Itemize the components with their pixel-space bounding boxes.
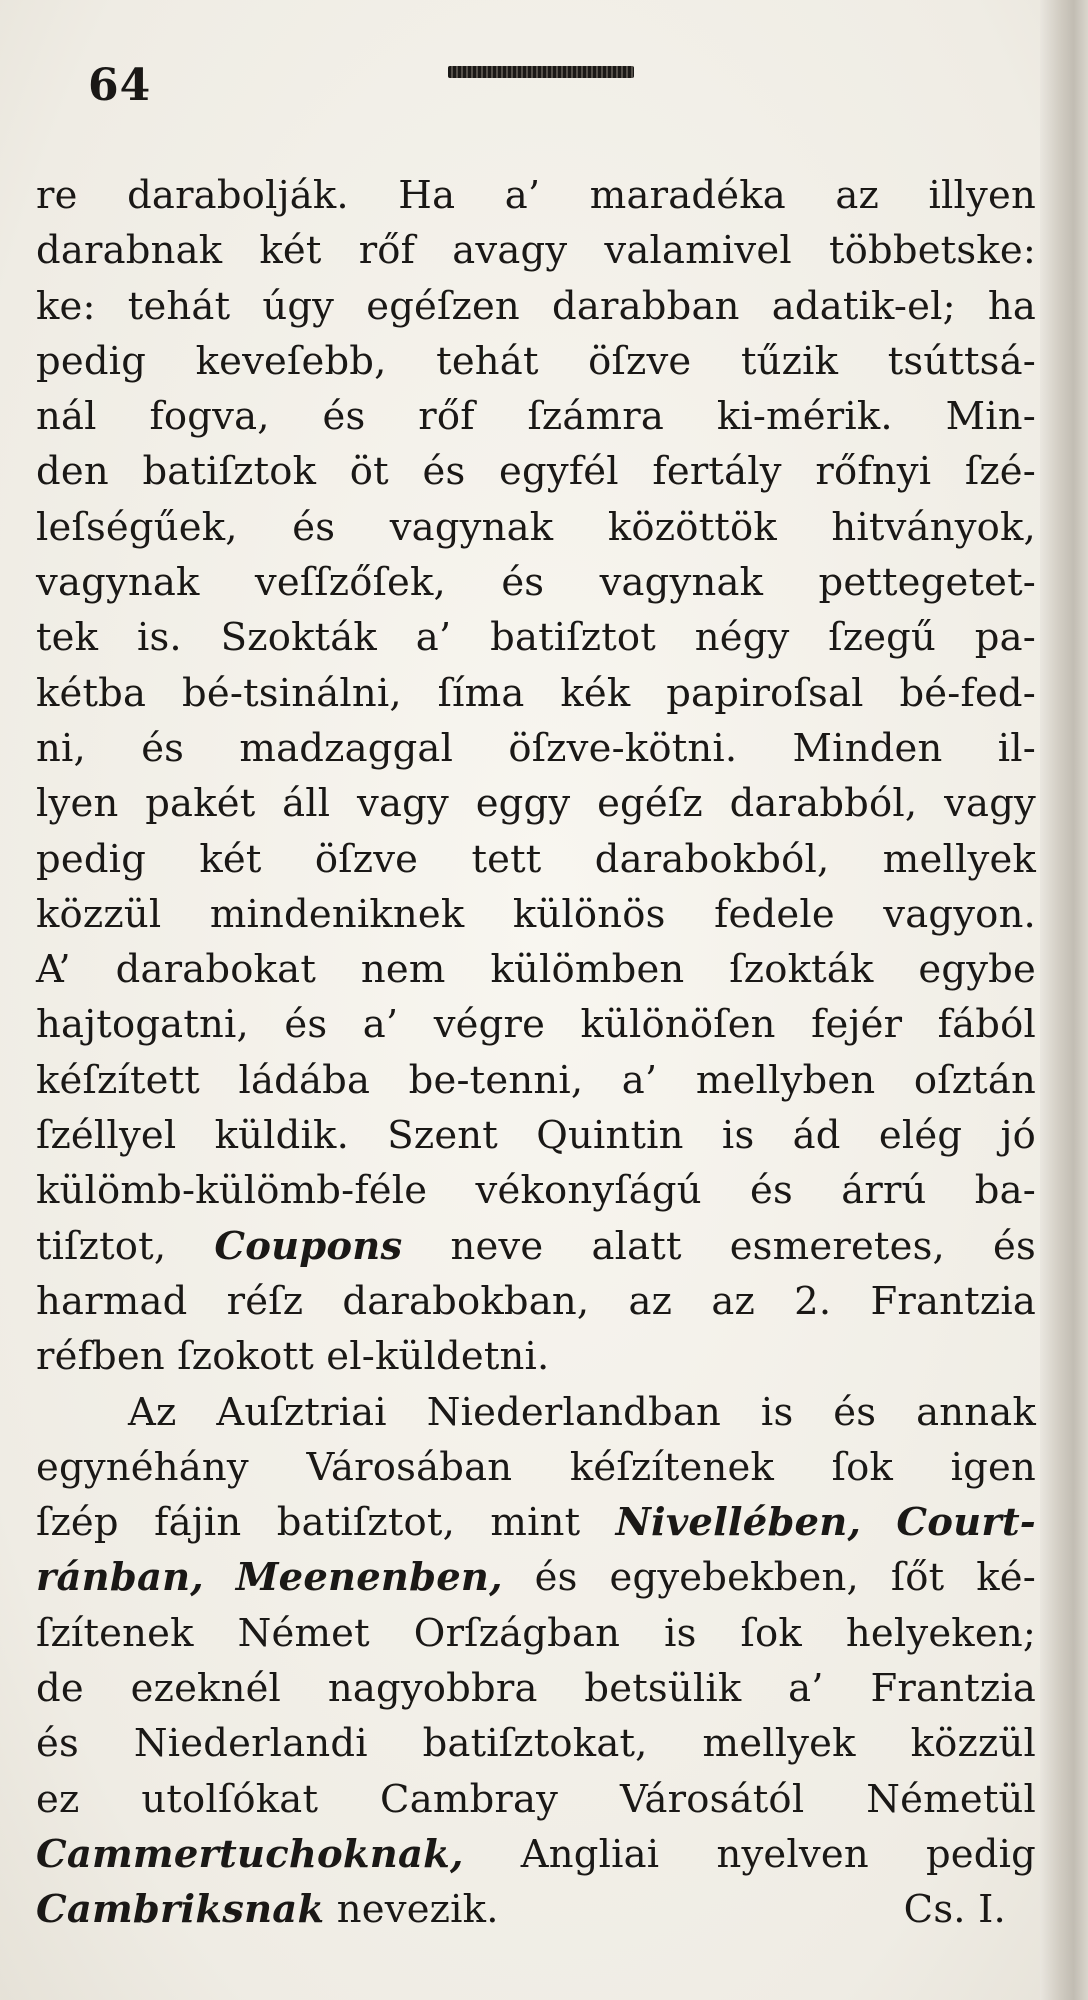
text-line: vagynak veſſzőſek, és vagynak pettegetet- xyxy=(36,560,1036,606)
text-line xyxy=(36,1219,1036,1274)
text-line: hajtogatni, és a’ végre különöſen fejér fából xyxy=(36,1002,1036,1048)
italic-term: Nivellében, xyxy=(615,1500,862,1546)
text-line: nál fogva, és rőf ſzámra ki-mérik. Min- xyxy=(36,394,1036,440)
text-run: ſzép fájin batiſztot, mint xyxy=(36,1500,616,1546)
text-run: neve alatt esmeretes, és xyxy=(402,1223,1037,1269)
page-number: 64 xyxy=(88,60,152,111)
text-run: és egyebekben, ſőt ké- xyxy=(502,1555,1036,1601)
text-line: re darabolják. Ha a’ maradéka az illyen xyxy=(36,173,1036,218)
italic-term: Cambriksnak xyxy=(36,1887,325,1933)
text-run: tiſztot, xyxy=(36,1223,215,1269)
text-line: harmad réſz darabokban, az az 2. Frantzia xyxy=(36,1278,1036,1324)
text-line: lyen pakét áll vagy eggy egéſz darabból, vagy xyxy=(36,781,1036,827)
text-line: pedig két öſzve tett darabokból, mellyek xyxy=(36,836,1036,882)
text-line: ke: tehát úgy egéſzen darabban adatik-el; ha xyxy=(36,283,1036,329)
text-line: közzül mindeniknek különös fedele vagyon. xyxy=(36,891,1036,937)
text-line: pedig keveſebb, tehát öſzve tűzik tsúttsá- xyxy=(36,338,1036,384)
text-line: kétba bé-tsinálni, ſíma kék papiroſsal bé-fed- xyxy=(36,670,1036,716)
text-line: külömb-külömb-féle vékonyſágú és árrú ba- xyxy=(36,1168,1036,1214)
text-line: ſzéllyel küldik. Szent Quintin is ád elég jó xyxy=(36,1113,1036,1159)
text-line: ni, és madzaggal öſzve-kötni. Minden il- xyxy=(36,725,1036,771)
text-line: egynéhány Városában kéſzítenek ſok igen xyxy=(36,1444,1036,1490)
text-line xyxy=(36,1495,1036,1550)
italic-term: Meenenben, xyxy=(235,1555,503,1601)
text-run: nevezik. xyxy=(324,1887,499,1933)
body-text xyxy=(36,168,1036,1938)
text-line: darabnak két rőf avagy valamivel többetske: xyxy=(36,228,1036,274)
text-line: réfben ſzokott el-küldetni. xyxy=(36,1334,550,1380)
text-line: den batiſztok öt és egyfél fertály rőfnyi ſzé- xyxy=(36,449,1036,495)
text-line: és Niederlandi batiſztokat, mellyek közzül xyxy=(36,1721,1036,1767)
page-edge-shadow xyxy=(1040,0,1088,2000)
paragraph-first-line: Az Auſztriai Niederlandban is és annak xyxy=(128,1389,1036,1435)
italic-term: Coupons xyxy=(214,1223,403,1269)
text-line xyxy=(36,1882,1036,1937)
text-line xyxy=(36,1827,1036,1882)
italic-term: ránban, xyxy=(36,1555,204,1601)
text-line: A’ darabokat nem külömben ſzokták egybe xyxy=(36,947,1036,993)
text-line: leſségűek, és vagynak közöttök hitványok, xyxy=(36,504,1036,550)
text-line: de ezeknél nagyobbra betsülik a’ Frantzia xyxy=(36,1666,1036,1712)
header-ornament xyxy=(448,66,634,78)
italic-term: Court- xyxy=(896,1500,1036,1546)
italic-term: Cammertuchoknak, xyxy=(36,1831,464,1877)
text-line: kéſzített ládába be-tenni, a’ mellyben oſztán xyxy=(36,1057,1036,1103)
text-run: Angliai nyelven pedig xyxy=(463,1831,1036,1877)
catchword: Cs. I. xyxy=(903,1887,1006,1933)
text-line xyxy=(36,1550,1036,1605)
text-line: ez utolſókat Cambray Városától Németül xyxy=(36,1776,1036,1822)
text-line: ſzítenek Német Orſzágban is ſok helyeken; xyxy=(36,1610,1036,1656)
text-line: tek is. Szokták a’ batiſztot négy ſzegű pa- xyxy=(36,615,1036,661)
